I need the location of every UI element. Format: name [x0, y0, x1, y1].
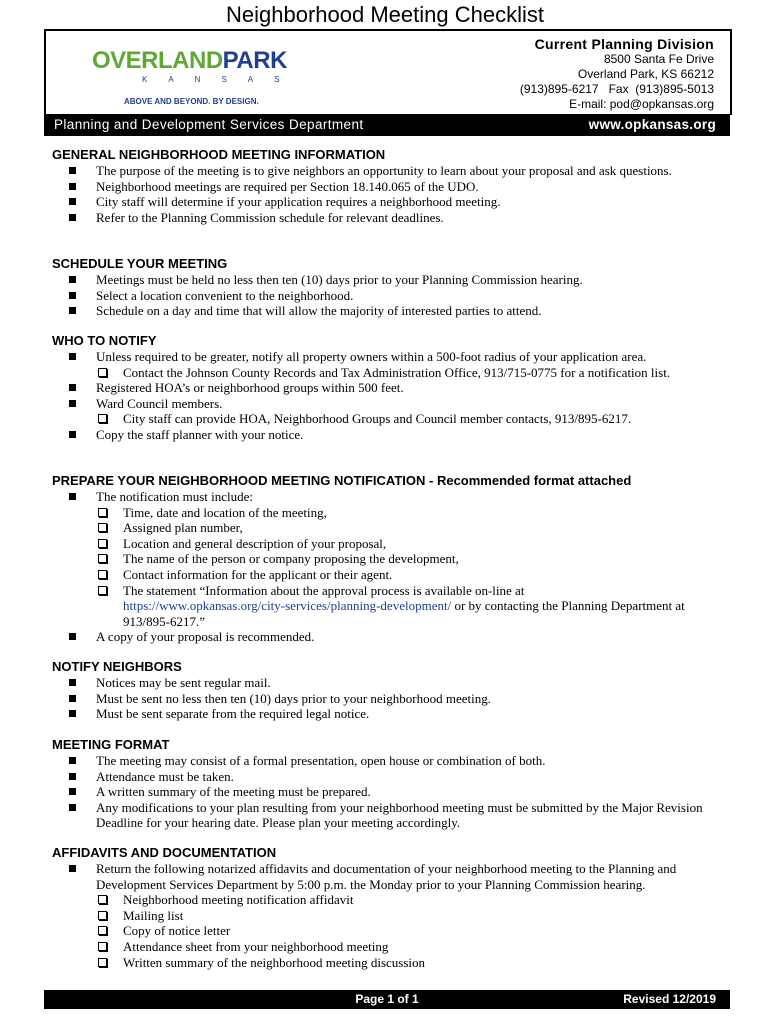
list-item: Schedule on a day and time that will allow the majority of interested parties to attend.	[52, 303, 732, 319]
list-item: Meetings must be held no less then ten (10) days prior to your Planning Commission hearing.	[52, 272, 732, 288]
list-item: Return the following notarized affidavits and documentation of your neighborhood meeting to the Planning and Development Services Department by 5:00 p.m. the Monday prior to your Planning Commission hearing.	[52, 861, 732, 892]
section-notify-neighbors	[52, 659, 732, 722]
address-line-1: 8500 Santa Fe Drive	[603, 52, 714, 66]
list-item: A copy of your proposal is recommended.	[52, 629, 732, 645]
checkbox-item: Contact information for the applicant or their agent.	[52, 567, 732, 583]
section-heading: AFFIDAVITS AND DOCUMENTATION	[52, 845, 277, 860]
division-heading: Current Planning Division	[534, 36, 714, 52]
checkbox-item: Mailing list	[52, 908, 732, 924]
logo-state: KANSAS	[142, 75, 301, 84]
list-item: The notification must include:	[52, 489, 732, 505]
checkbox-item: Assigned plan number,	[52, 520, 732, 536]
bullet-list	[52, 861, 732, 970]
list-item: A written summary of the meeting must be prepared.	[52, 784, 732, 800]
division-contact	[520, 36, 714, 112]
section-prepare-notification	[52, 473, 732, 645]
checkbox-item: Copy of notice letter	[52, 923, 732, 939]
checkbox-item-statement	[52, 583, 732, 630]
bullet-list	[52, 163, 732, 225]
section-affidavits	[52, 845, 732, 970]
checkbox-item: Location and general description of your proposal,	[52, 536, 732, 552]
list-item: City staff will determine if your application requires a neighborhood meeting.	[52, 194, 732, 210]
list-item: Any modifications to your plan resulting from your neighborhood meeting must be submitted by the Major Revision Deadline for your hearing date. Please plan your meeting accordingly.	[52, 800, 732, 831]
section-heading: WHO TO NOTIFY	[52, 333, 157, 348]
bullet-list	[52, 349, 732, 443]
page-number: Page 1 of 1	[355, 992, 419, 1006]
list-item: The purpose of the meeting is to give neighbors an opportunity to learn about your proposal and ask questions.	[52, 163, 732, 179]
list-item: Refer to the Planning Commission schedule for relevant deadlines.	[52, 210, 732, 226]
section-heading: GENERAL NEIGHBORHOOD MEETING INFORMATION	[52, 147, 386, 162]
checkbox-item: Neighborhood meeting notification affidavit	[52, 892, 732, 908]
logo-tagline: ABOVE AND BEYOND. BY DESIGN.	[124, 97, 259, 106]
statement-text: The statement “Information about the approval process is available on-line at	[123, 582, 525, 598]
website-link[interactable]: www.opkansas.org	[588, 117, 716, 132]
logo-word-blue: PARK	[222, 47, 287, 74]
section-meeting-format	[52, 737, 732, 831]
overland-park-logo	[92, 48, 304, 106]
footer-bar	[44, 990, 730, 1009]
logo-word-green: OVERLAND	[92, 47, 223, 74]
email: E-mail: pod@opkansas.org	[569, 97, 714, 111]
phone-fax: (913)895-6217 Fax (913)895-5013	[519, 82, 714, 96]
section-heading: NOTIFY NEIGHBORS	[52, 659, 182, 674]
list-item: Notices may be sent regular mail.	[52, 675, 732, 691]
section-heading: PREPARE YOUR NEIGHBORHOOD MEETING NOTIFICATION - Recommended format attached	[52, 473, 632, 488]
list-item: Attendance must be taken.	[52, 769, 732, 785]
bullet-list	[52, 489, 732, 645]
list-item: Neighborhood meetings are required per Section 18.140.065 of the UDO.	[52, 179, 732, 195]
bullet-list	[52, 272, 732, 319]
list-item: Ward Council members.	[52, 396, 732, 412]
section-general	[52, 147, 732, 225]
list-item: Must be sent no less then ten (10) days prior to your neighborhood meeting.	[52, 691, 732, 707]
list-item: Must be sent separate from the required legal notice.	[52, 706, 732, 722]
planning-development-link[interactable]: https://www.opkansas.org/city-services/planning-development/	[123, 598, 452, 614]
checkbox-item: Written summary of the neighborhood meeting discussion	[52, 955, 732, 971]
checkbox-item: Attendance sheet from your neighborhood meeting	[52, 939, 732, 955]
list-item: The meeting may consist of a formal presentation, open house or combination of both.	[52, 753, 732, 769]
section-who-to-notify	[52, 333, 732, 443]
checkbox-item: Contact the Johnson County Records and Tax Administration Office, 913/715-0775 for a notification list.	[52, 365, 732, 381]
list-item: Copy the staff planner with your notice.	[52, 427, 732, 443]
statement-text-end: or by contacting the Planning Department at 913/895-6217.”	[123, 598, 685, 629]
logo-wordmark	[92, 48, 304, 74]
section-heading: MEETING FORMAT	[52, 737, 170, 752]
list-item: Unless required to be greater, notify all property owners within a 500-foot radius of your application area.	[52, 349, 732, 365]
bullet-list	[52, 753, 732, 831]
bullet-list	[52, 675, 732, 722]
checkbox-item: Time, date and location of the meeting,	[52, 505, 732, 521]
checkbox-item: The name of the person or company proposing the development,	[52, 551, 732, 567]
address-line-2: Overland Park, KS 66212	[577, 67, 714, 81]
department-bar	[44, 114, 730, 136]
section-schedule	[52, 256, 732, 319]
list-item: Registered HOA’s or neighborhood groups within 500 feet.	[52, 380, 732, 396]
page-title: Neighborhood Meeting Checklist	[226, 2, 544, 27]
department-name: Planning and Development Services Department	[54, 117, 364, 132]
section-heading: SCHEDULE YOUR MEETING	[52, 256, 228, 271]
list-item: Select a location convenient to the neighborhood.	[52, 288, 732, 304]
checkbox-item: City staff can provide HOA, Neighborhood Groups and Council member contacts, 913/895-6217.	[52, 411, 732, 427]
revised-date: Revised 12/2019	[623, 992, 716, 1006]
